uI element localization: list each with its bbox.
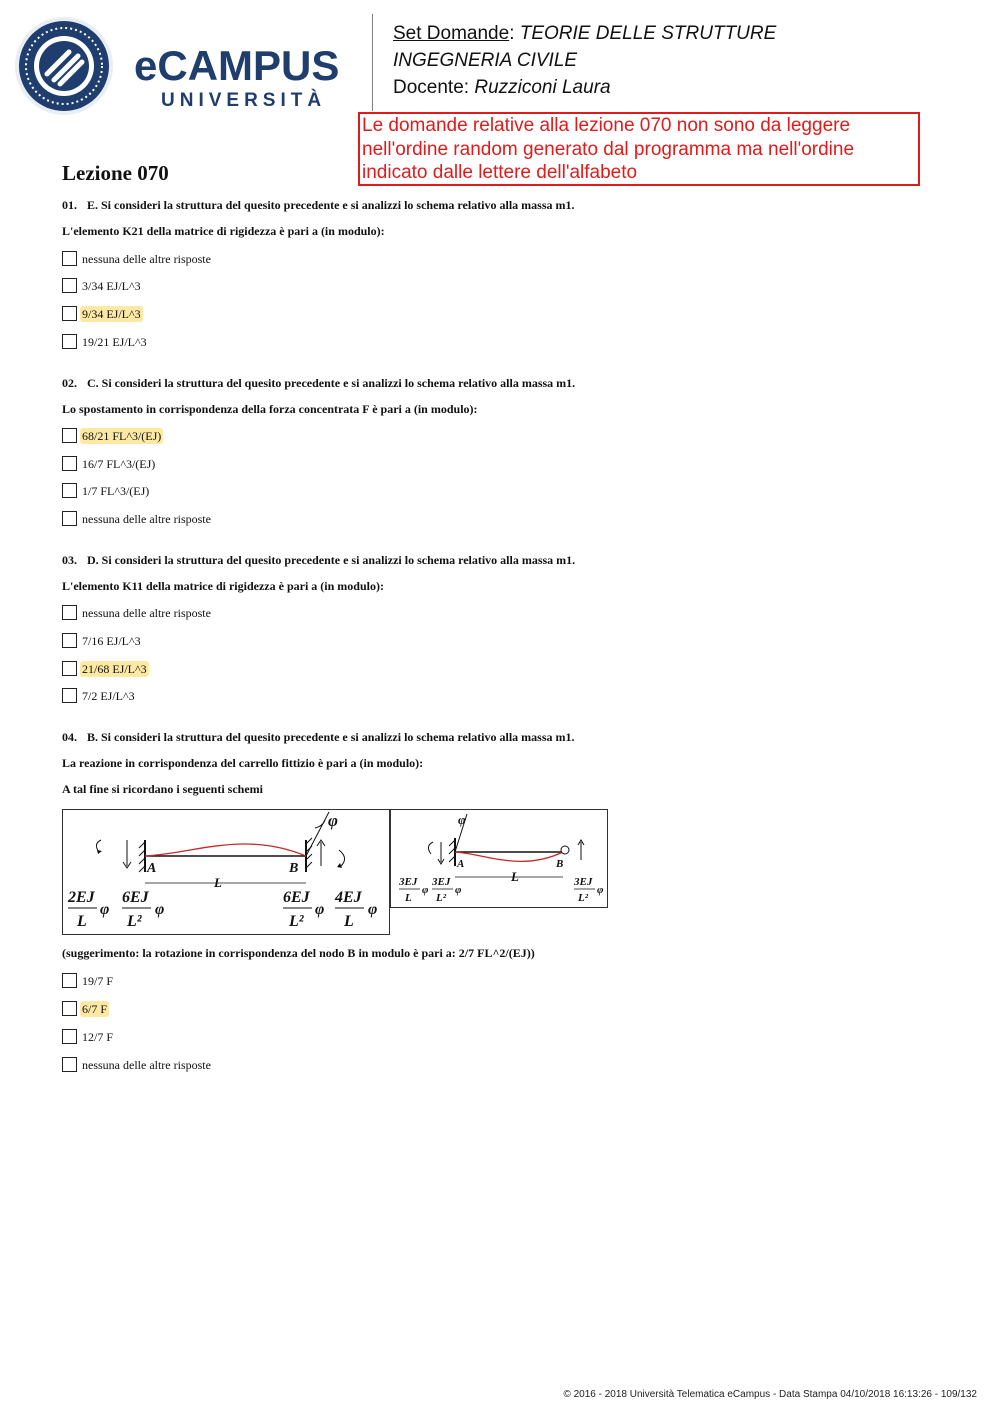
answer-checkbox[interactable] <box>62 334 77 349</box>
phi-2: φ <box>155 901 165 918</box>
teacher-label: Docente <box>393 77 464 98</box>
set-label: Set Domande <box>393 23 510 44</box>
rotation-phi-label: φ <box>328 811 338 830</box>
answer-label: nessuna delle altre risposte <box>82 512 211 526</box>
answer-checkbox[interactable] <box>62 1001 77 1016</box>
header-divider <box>372 14 373 111</box>
question-01-subtext: L'elemento K21 della matrice di rigidezza è pari a (in modulo): <box>62 224 385 238</box>
length-label: L <box>511 869 519 884</box>
answer-checkbox[interactable] <box>62 306 77 321</box>
answer-label: 12/7 F <box>82 1030 114 1044</box>
length-label: L <box>214 875 222 890</box>
logo-subtitle: UNIVERSITÀ <box>161 90 327 111</box>
page-footer: © 2016 - 2018 Università Telematica eCampus - Data Stampa 04/10/2018 16:13:26 - 109/132 <box>563 1389 977 1400</box>
phi-1: φ <box>422 884 429 896</box>
answer-option[interactable] <box>62 688 137 704</box>
answer-option[interactable] <box>62 633 143 649</box>
answer-option-highlighted[interactable] <box>62 306 143 322</box>
question-number: 01. <box>62 198 77 212</box>
node-b-label: B <box>556 858 564 870</box>
deformed-shape-curve <box>145 844 306 856</box>
question-number: 04. <box>62 730 77 744</box>
answer-checkbox[interactable] <box>62 661 77 676</box>
term-2ej-num: 2EJ <box>68 889 95 906</box>
answer-label: 6/7 F <box>82 1002 108 1016</box>
answer-label: nessuna delle altre risposte <box>82 252 211 266</box>
answer-checkbox[interactable] <box>62 1057 77 1072</box>
beam-scheme-fixed-fixed <box>62 809 390 935</box>
term-6ej-den: L² <box>127 913 142 930</box>
answer-option[interactable] <box>62 278 143 294</box>
answer-label: 1/7 FL^3/(EJ) <box>82 484 150 498</box>
notice-line-3: indicato dalle lettere dell'alfabeto <box>362 162 638 183</box>
answer-checkbox[interactable] <box>62 605 77 620</box>
answer-option-highlighted[interactable] <box>62 1001 109 1017</box>
term-3ej-num-3: 3EJ <box>574 876 593 888</box>
question-03 <box>62 553 575 568</box>
question-04-hint: (suggerimento: la rotazione in corrispondenza del nodo B in modulo è pari a: 2/7 FL^2/(EJ)) <box>62 946 535 960</box>
term-6ej-num: 6EJ <box>122 889 149 906</box>
answer-checkbox[interactable] <box>62 511 77 526</box>
answer-label: 21/68 EJ/L^3 <box>82 662 147 676</box>
notice-line-2: nell'ordine random generato dal programma ma nell'ordine <box>362 138 855 160</box>
answer-checkbox[interactable] <box>62 1029 77 1044</box>
question-text: C. Si consideri la struttura del quesito precedente e si analizzi lo schema relativo alla massa m1. <box>87 376 576 390</box>
answer-checkbox[interactable] <box>62 483 77 498</box>
phi-3: φ <box>315 901 325 918</box>
set-title-2: INGEGNERIA CIVILE <box>393 50 578 71</box>
answer-option[interactable] <box>62 1057 213 1073</box>
question-02-subtext: Lo spostamento in corrispondenza della forza concentrata F è pari a (in modulo): <box>62 402 478 416</box>
term-4ej-num: 4EJ <box>335 889 362 906</box>
answer-label: nessuna delle altre risposte <box>82 1058 211 1072</box>
set-subtitle <box>393 50 577 72</box>
term-3ej-num: 3EJ <box>399 876 418 888</box>
answer-label: 7/16 EJ/L^3 <box>82 634 141 648</box>
deformed-shape-curve <box>455 852 563 861</box>
term-6ej-den-b: L² <box>289 913 304 930</box>
answer-option-highlighted[interactable] <box>62 661 149 677</box>
logo-wordmark: eCAMPUS <box>134 42 340 89</box>
answer-option[interactable] <box>62 973 115 989</box>
answer-option[interactable] <box>62 1029 115 1045</box>
question-number: 03. <box>62 553 77 567</box>
question-03-subtext: L'elemento K11 della matrice di rigidezza è pari a (in modulo): <box>62 579 384 593</box>
answer-label: 9/34 EJ/L^3 <box>82 307 141 321</box>
answer-label: 3/34 EJ/L^3 <box>82 279 141 293</box>
question-text: D. Si consideri la struttura del quesito precedente e si analizzi lo schema relativo alla massa m1. <box>87 553 576 567</box>
term-4ej-den: L <box>344 913 354 930</box>
question-text: B. Si consideri la struttura del quesito precedente e si analizzi lo schema relativo alla massa m1. <box>87 730 575 744</box>
question-number: 02. <box>62 376 77 390</box>
term-3ej-den-3: L² <box>578 892 589 904</box>
answer-checkbox[interactable] <box>62 633 77 648</box>
teacher-name: Ruzziconi Laura <box>474 77 611 98</box>
question-01 <box>62 198 575 213</box>
notice-line-1: Le domande relative alla lezione 070 non sono da leggere <box>362 115 851 136</box>
term-3ej-den: L <box>405 892 412 904</box>
answer-checkbox[interactable] <box>62 456 77 471</box>
answer-checkbox[interactable] <box>62 973 77 988</box>
answer-label: 7/2 EJ/L^3 <box>82 689 135 703</box>
notice-box <box>358 112 920 186</box>
set-line: Set Domande: TEORIE DELLE STRUTTURE <box>393 23 777 44</box>
answer-option[interactable] <box>62 456 157 472</box>
question-02 <box>62 376 575 391</box>
phi-2: φ <box>455 884 462 896</box>
answer-option[interactable] <box>62 511 213 527</box>
answer-option[interactable] <box>62 334 149 350</box>
answer-label: 19/21 EJ/L^3 <box>82 335 147 349</box>
answer-checkbox[interactable] <box>62 251 77 266</box>
term-3ej-den-2: L² <box>436 892 447 904</box>
answer-label: nessuna delle altre risposte <box>82 606 211 620</box>
answer-label: 68/21 FL^3/(EJ) <box>82 429 162 443</box>
term-2ej-den: L <box>77 913 87 930</box>
question-text: E. Si consideri la struttura del quesito precedente e si analizzi lo schema relativo alla massa m1. <box>87 198 575 212</box>
answer-label: 16/7 FL^3/(EJ) <box>82 457 156 471</box>
term-3ej-num-2: 3EJ <box>432 876 451 888</box>
phi-4: φ <box>368 901 378 918</box>
answer-option[interactable] <box>62 605 213 621</box>
question-04 <box>62 730 575 745</box>
answer-option[interactable] <box>62 483 151 499</box>
term-6ej-num-b: 6EJ <box>283 889 310 906</box>
answer-option[interactable] <box>62 251 213 267</box>
beam-scheme-fixed-pinned <box>390 809 608 908</box>
node-a-label: A <box>147 861 157 876</box>
set-title: TEORIE DELLE STRUTTURE <box>519 23 777 44</box>
question-04-subtext: La reazione in corrispondenza del carrello fittizio è pari a (in modulo): <box>62 756 424 770</box>
phi-1: φ <box>100 901 110 918</box>
teacher-line: Docente: Ruzziconi Laura <box>393 77 611 98</box>
node-a-label: A <box>457 858 465 870</box>
ecampus-logo <box>14 14 359 118</box>
lesson-title: Lezione 070 <box>62 161 169 185</box>
question-04-subtext-2: A tal fine si ricordano i seguenti schemi <box>62 782 263 796</box>
answer-label: 19/7 F <box>82 974 114 988</box>
rotation-phi-label: φ <box>458 812 466 827</box>
answer-option-highlighted[interactable] <box>62 428 163 444</box>
answer-checkbox[interactable] <box>62 278 77 293</box>
answer-checkbox[interactable] <box>62 428 77 443</box>
phi-3: φ <box>597 884 604 896</box>
answer-checkbox[interactable] <box>62 688 77 703</box>
node-b-label: B <box>289 861 299 876</box>
hinge-icon <box>561 846 569 854</box>
